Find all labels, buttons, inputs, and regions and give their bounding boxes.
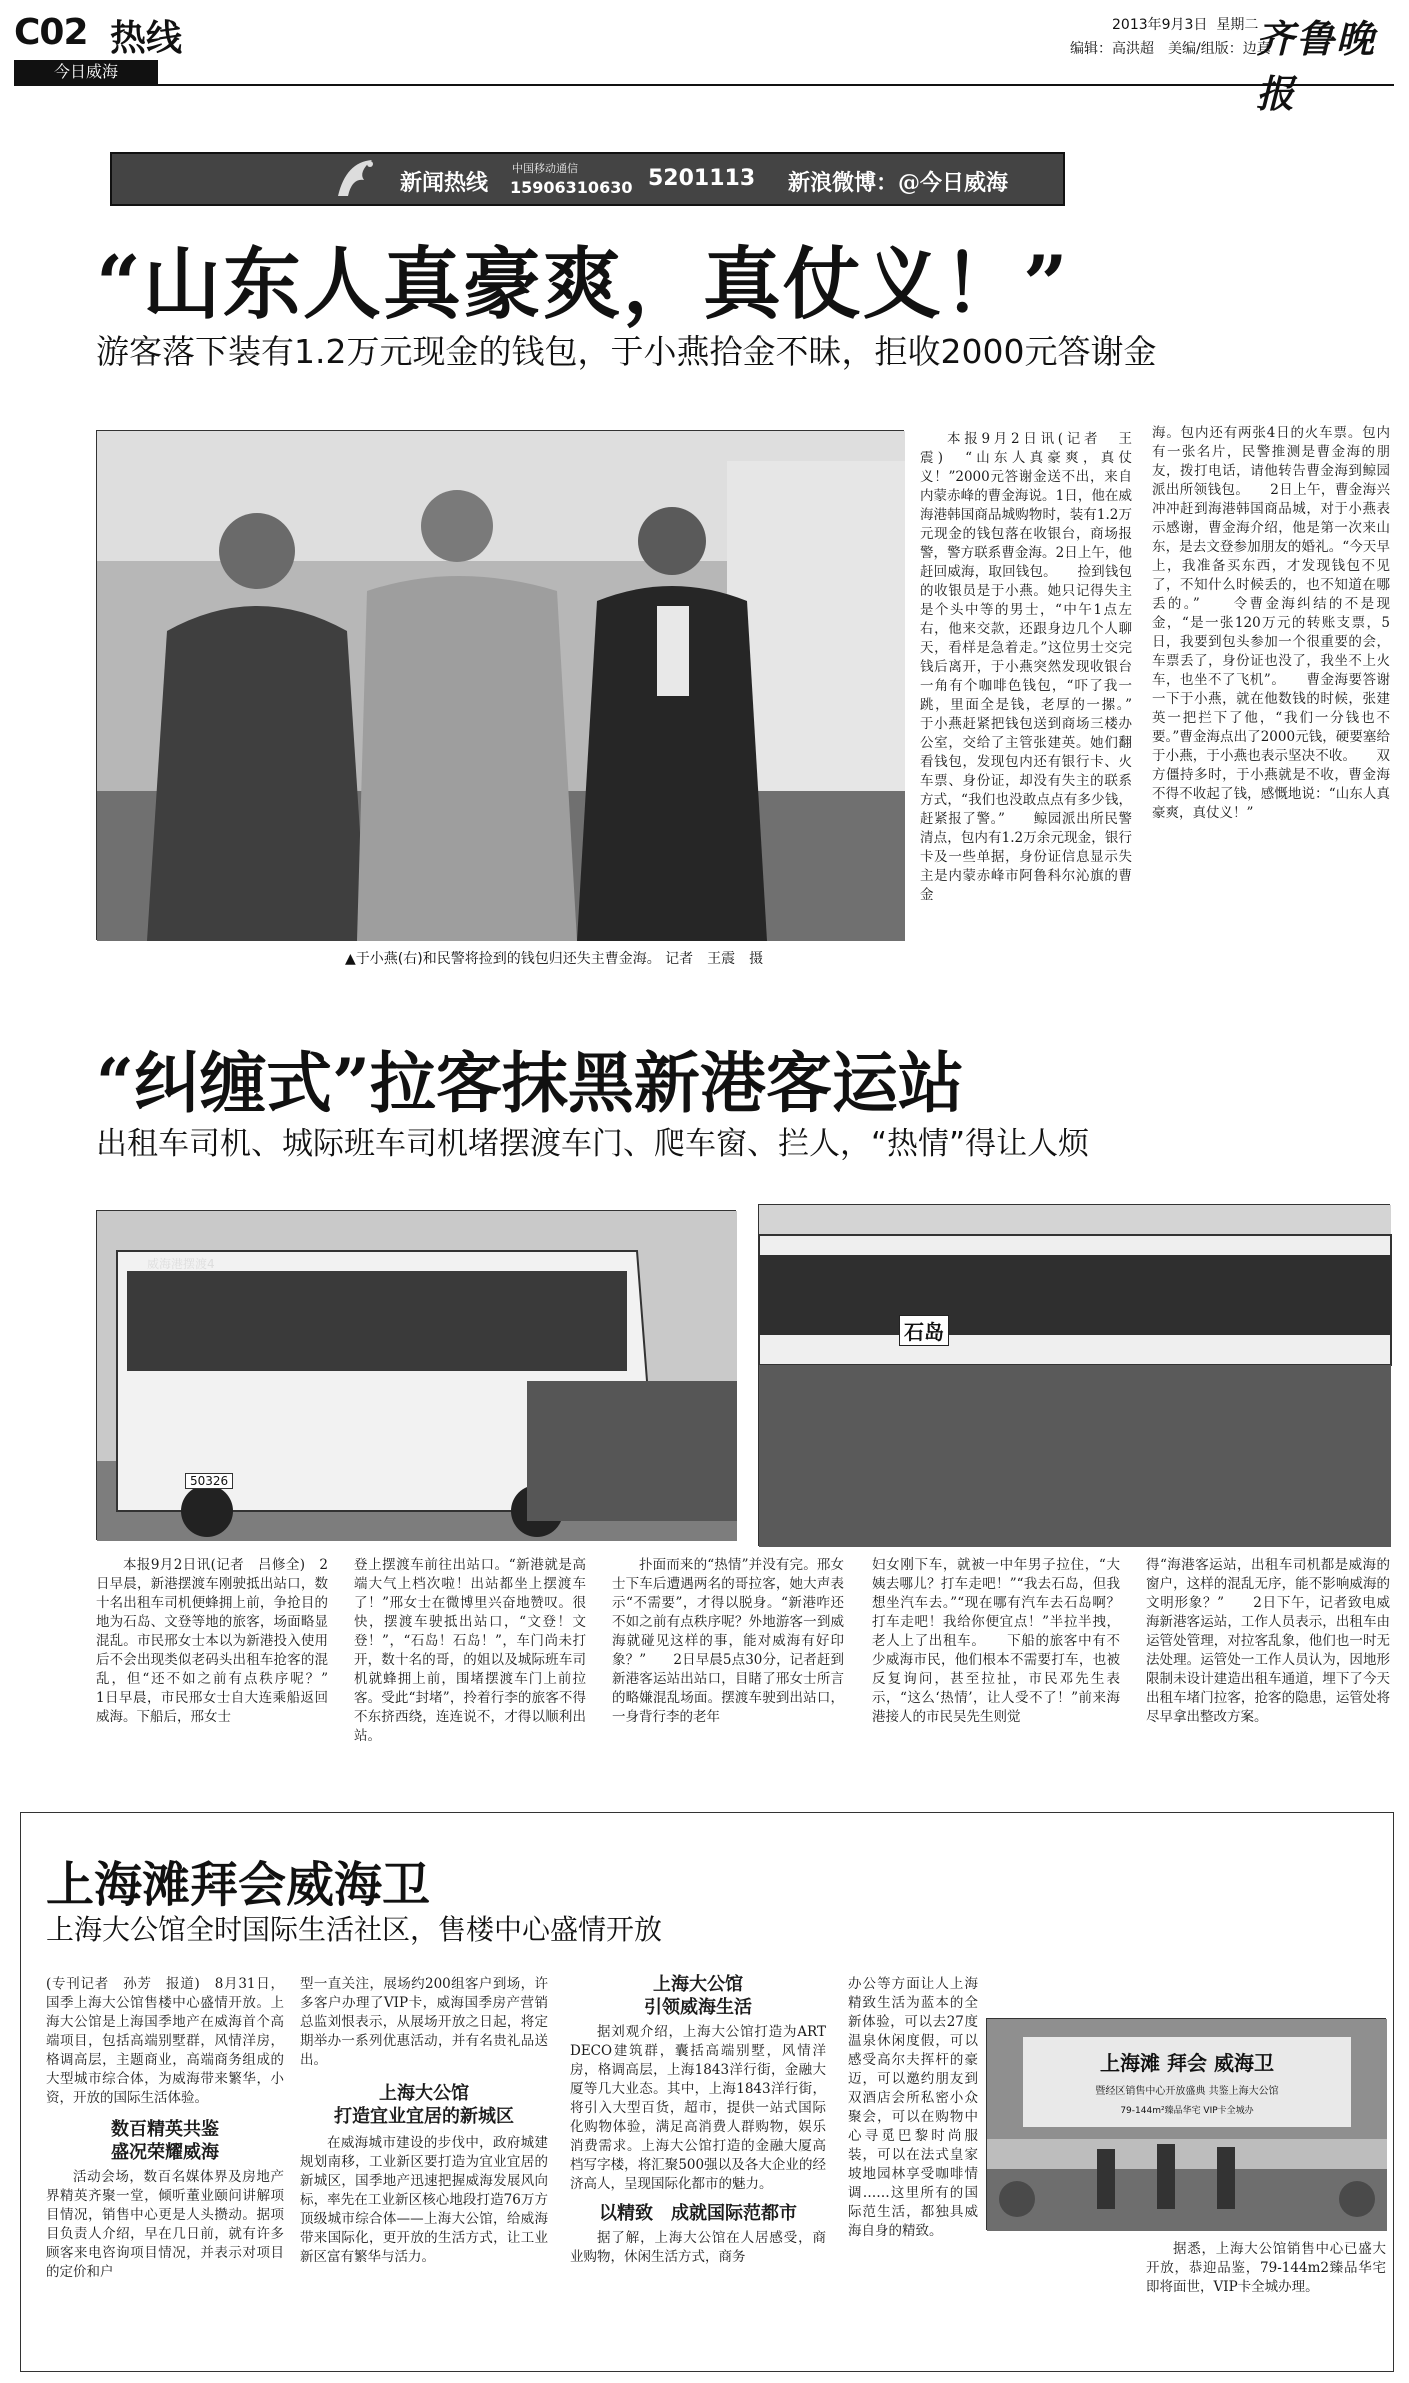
issue-date [1112,14,1258,34]
date-text: 2013年9月3日 [1112,17,1208,33]
story3-subhead-3a: 上海大公馆 [653,1974,743,1995]
story2-column-5 [1146,1556,1390,1756]
event-banner-subtitle: 暨经区销售中心开放盛典 共鉴上海大公馆 [1095,2086,1279,2097]
event-banner [1023,2037,1351,2127]
hotline-phone-local: 5201113 [648,166,756,191]
story3-subhead-1b: 盛况荣耀威海 [111,2142,219,2163]
story1-column-1 [920,430,1159,986]
story3-column-1 [46,1975,284,2355]
story2-text-5: 得“海港客运站，出租车司机都是威海的窗户，这样的混乱无序，能不影响威海的文明形象？” 2日下午，记者致电威海新港客运站，工作人员表示，出租车由运管处管理，对拉客乱象，他们也一时无法处理。运管处一工作人员认为，因地形限制未设计建造出租车通道，埋下了今天出租车堵门拉客，抢客的隐患，运管处将尽早拿出整改方案。 [1146,1557,1390,1725]
weibo-handle: 新浪微博：@今日威海 [788,170,1009,196]
story1-text-2: 海。包内还有两张4日的火车票。包内有一张名片，民警推测是曹金海的朋友，拨打电话，请他转告曹金海到鲸园派出所领钱包。 2日上午，曹金海兴冲冲赶到海港韩国商品城，对于小燕表示感谢，曹金海介绍，他是第一次来山东，是去文登参加朋友的婚礼。“今天早上，我准备买东西，才发现钱包不见了，不知什么时候丢的，也不知道在哪丢的。” 令曹金海纠结的不是现金，“是一张120万元的转账支票，5日，我要到包头参加一个很重要的会，车票丢了，身份证也没了，我坐不上火车，也坐不了飞机”。 曹金海要答谢一下于小燕，就在他数钱的时候，张建英一把拦下了他，“我们一分钱也不要。”曹金海点出了2000元钱，硬要塞给于小燕，于小燕也表示坚决不收。 双方僵持多时，于小燕就是不收，曹金海不得不收起了钱，感慨地说：“山东人真豪爽，真仗义！” [1152,425,1390,821]
story3-text-1b: 活动会场，数百名媒体界及房地产界精英齐聚一堂，倾听董业颐问讲解项目情况，销售中心更是人头攒动。据项目负责人介绍，早在几日前，就有许多顾客来电咨询项目情况，并表示对项目的定价和户 [46,2169,284,2280]
section-title: 热线 [110,17,183,59]
story3-subhead: 上海大公馆全时国际生活社区，售楼中心盛情开放 [46,1913,663,1946]
story3-text-1: (专刊记者 孙芳 报道) 8月31日，国季上海大公馆售楼中心盛情开放。上海大公馆是上海国季地产在威海首个高端项目，包括高端别墅群，风情洋房，格调高层，主题商业，高端商务组成的大型城市综合体，为威海带来繁华，小资，开放的国际生活体验。 [46,1976,284,2106]
story2-photo-left [96,1210,736,1540]
story3-column-3 [570,1975,826,2355]
hotline-phone-mobile: 15906310630 [510,178,633,197]
story3-column-5 [1146,2240,1386,2360]
story2-text-2: 登上摆渡车前往出站口。“新港就是高端大气上档次啦！出站都坐上摆渡车了！”邢女士在微博里兴奋地赞叹。很快，摆渡车驶抵出站口，“文登！文登！”，“石岛！石岛！”，车门尚未打开，数十名的哥，的姐以及城际班车司机就蜂拥上前，围堵摆渡车门上前拉客。受此“封堵”，拎着行李的旅客不得不东挤西绕，连连说不，才得以顺利出站。 [354,1557,586,1744]
story1-column-2 [1152,424,1390,1014]
story1-headline: “山东人真豪爽，真仗义！” [96,239,1070,330]
phoenix-logo-icon [332,156,384,202]
story1-photo-caption: ▲于小燕(右)和民警将捡到的钱包归还失主曹金海。 记者 王震 摄 [345,951,764,967]
story3-text-3: 据刘观介绍，上海大公馆打造为ART DECO建筑群，囊括高端别墅，风情洋房，格调高层，上海1843洋行街，金融大厦等几大业态。其中，上海1843洋行街，将引入大型百货，超市，提供一站式国际化购物体验，满足高消费人群购物，娱乐消费需求。上海大公馆打造的金融大厦高档写字楼，将汇聚500强以及各大企业的经济高人，呈现国际化都市的魅力。 [570,2024,826,2192]
subsection-badge [14,60,158,84]
hotline-bar [110,152,1065,206]
story1-photo [96,430,904,940]
story3-subhead-1a: 数百精英共鉴 [111,2119,219,2140]
story3-text-2b: 在威海城市建设的步伐中，政府城建规划南移，工业新区要打造为宜业宜居的新城区，国季地产迅速把握威海发展风向标，率先在工业新区核心地段打造76万方顶级城市综合体——上海大公馆，给威海带来国际化，更开放的生活方式，让工业新区富有繁华与活力。 [300,2135,548,2265]
story3-subhead-2a: 上海大公馆 [379,2083,469,2104]
story3-subhead-3b: 引领威海生活 [644,1997,752,2018]
mobile-carrier: 中国移动通信 [512,162,578,175]
editors-line: 编辑：高洪超 美编/组版：边真 [1070,41,1271,57]
hotline-label: 新闻热线 [400,170,489,196]
story2-column-4 [872,1556,1120,1756]
story2-headline: “纠缠式”拉客抹黑新港客运站 [96,1044,964,1122]
story3-text-4: 办公等方面让人上海精致生活为蓝本的全新体验，可以去27度温泉休闲度假，可以感受高尔夫挥杆的豪迈，可以邀约朋友到双酒店会所私密小众聚会，可以在购物中心寻觅巴黎时尚服装，可以在法式皇家坡地园林享受咖啡情调……这里所有的国际范生活，都独具威海自身的精致。 [848,1976,978,2239]
story2-text-3: 扑面而来的“热情”并没有完。邢女士下车后遭遇两名的哥拉客，她大声表示“不需要”，才得以脱身。“新港咋还不如之前有点秩序呢？外地游客一到威海就碰见这样的事，能对威海有好印象？” 2日早晨5点30分，记者赶到新港客运站出站口，目睹了邢女士所言的略嫌混乱场面。摆渡车驶到出站口，一身背行李的老年 [612,1557,844,1725]
story2-photo-right [758,1204,1390,1546]
subsection-label: 今日威海 [53,62,118,81]
story3-subhead-4: 以精致 成就国际范都市 [599,2203,797,2224]
story3-text-3b: 据了解，上海大公馆在人居感受，商业购物，休闲生活方式，商务 [570,2230,826,2265]
story2-column-2 [354,1556,586,1756]
bus-route-sign: 威海港摆渡4 [147,1257,215,1271]
event-banner-title: 上海滩 拜会 威海卫 [1100,2051,1274,2075]
story3-column-4 [848,1975,978,2355]
story2-column-1 [96,1556,355,1756]
story2-text-1: 本报9月2日讯(记者 吕修全) 2日早晨，新港摆渡车刚驶抵出站口，数十名出租车司机便蜂拥上前，争抢目的地为石岛、文登等地的旅客，场面略显混乱。市民邢女士本以为新港投入使用后不会出现类似老码头出租车抢客的混乱，但“还不如之前有点秩序呢？” 1日早晨，市民邢女士自大连乘船返回威海。下船后，邢女士 [96,1557,355,1725]
story1-subhead: 游客落下装有1.2万元现金的钱包，于小燕拾金不昧，拒收2000元答谢金 [96,332,1157,371]
story3-headline: 上海滩拜会威海卫 [46,1857,431,1913]
bus-number-plate: 50326 [185,1473,233,1489]
weekday-text: 星期二 [1216,17,1259,33]
event-banner-small: 79-144m²臻品华宅 VIP卡全城办 [1120,2106,1254,2116]
story3-text-2: 型一直关注，展场约200组客户到场，许多客户办理了VIP卡，威海国季房产营销总监刘恨表示，从展场开放之日起，将定期举办一系列优惠活动，并有名贵礼品送出。 [300,1976,548,2068]
story2-column-3 [612,1556,844,1756]
story1-text-1: 本报9月2日讯(记者 王震) “山东人真豪爽，真仗义！”2000元答谢金送不出，来自内蒙赤峰的曹金海说。1日，他在威海港韩国商品城购物时，装有1.2万元现金的钱包落在收银台，商场报警，警方联系曹金海。2日上午，他赶回威海，取回钱包。 捡到钱包的收银员是于小燕。她只记得失主是个头中等的男士，“中午1点左右，他来交款，还跟身边几个人聊天，看样是急着走。”这位男士交完钱后离开，于小燕突然发现收银台一角有个咖啡色钱包，“吓了我一跳，里面全是钱，老厚的一摞。” 于小燕赶紧把钱包送到商场三楼办公室，交给了主管张建英。她们翻看钱包，发现包内还有银行卡、火车票、身份证，却没有失主的联系方式，“我们也没敢点点有多少钱，赶紧报了警。” 鲸园派出所民警清点，包内有1.2万余元现金，银行卡及一些单据，身份证信息显示失主是内蒙赤峰市阿鲁科尔沁旗的曹金 [920,431,1159,903]
story2-text-4: 妇女刚下车，就被一中年男子拉住，“大姨去哪儿？打车走吧！”“我去石岛，但我想坐汽车去。”“现在哪有汽车去石岛啊？打车走吧！我给你便宜点！”半拉半拽，老人上了出租车。 下船的旅客中有不少威海市民，他们根本不需要打车，也被反复询问，甚至拉扯，市民邓先生表示，“这么‘热情’，让人受不了！”前来海港接人的市民吴先生则觉 [872,1557,1120,1725]
story2-subhead: 出租车司机、城际班车司机堵摆渡车门、爬车窗、拦人，“热情”得让人烦 [96,1126,1090,1162]
story3-text-5: 据悉，上海大公馆销售中心已盛大开放，恭迎品鉴，79-144m2臻品华宅即将面世，VIP卡全城办理。 [1146,2241,1386,2295]
page-code: C02 [14,12,88,53]
story3-event-photo [986,2018,1386,2230]
bus-window-sign: 石岛 [899,1315,949,1346]
story3-column-2 [300,1975,548,2355]
paper-logo: 齐鲁晚报 [1256,16,1377,116]
story3-subhead-2b: 打造宜业宜居的新城区 [334,2106,514,2127]
